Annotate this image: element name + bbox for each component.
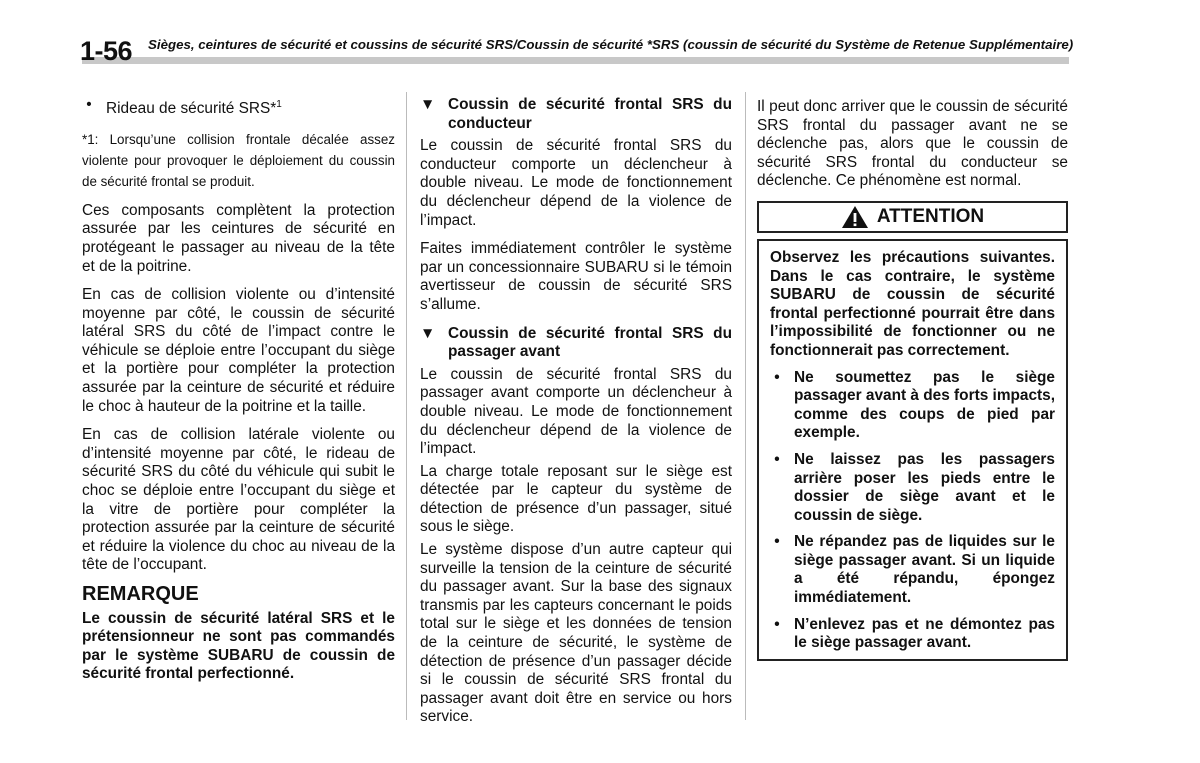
warning-intro: Observez les précautions suivantes. Dans le cas contraire, le système SUBARU de coussin de sécurité frontal perfectionné pourrait être dans l’impossibilité de fonctionner ou ne fonctionnerait pas correctement. xyxy=(770,248,1055,359)
section-heading xyxy=(420,325,732,362)
paragraph: Le coussin de sécurité frontal SRS du conducteur comporte un déclencheur à double niveau. Le mode de fonctionnement du déclencheur dépend de la violence de l’impact. xyxy=(420,137,732,229)
warning-bullet: • N’enlevez pas et ne démontez pas le siège passager avant. xyxy=(774,615,1055,652)
column-divider xyxy=(406,92,407,720)
bullet-text: Ne répandez pas de liquides sur le siège passager avant. Si un liquide a été répandu, épongez immédiatement. xyxy=(794,533,1055,607)
warning-bullet: • Ne soumettez pas le siège passager avant à des forts impacts, comme des coups de pied par exemple. xyxy=(774,368,1055,442)
footnote: *1: Lorsqu’une collision frontale décalée assez violente pour provoquer le déploiement du coussin de sécurité frontal se produit. xyxy=(82,131,395,189)
remark-text: Le coussin de sécurité latéral SRS et le prétensionneur ne sont pas commandés par le système SUBARU de coussin de sécurité frontal perfectionné. xyxy=(82,609,395,683)
remark-heading: REMARQUE xyxy=(82,583,199,605)
bullet-text: Ne laissez pas les passagers arrière poser les pieds entre le dossier de siège avant et le coussin de siège. xyxy=(794,450,1055,524)
bullet-text: Rideau de sécurité SRS* xyxy=(106,100,277,118)
column-divider xyxy=(745,92,746,720)
paragraph: Il peut donc arriver que le coussin de sécurité SRS frontal du passager avant ne se déclenche pas, alors que le coussin de sécurité SRS frontal du conducteur se déclenche. Ce phénomène est normal. xyxy=(757,98,1068,190)
paragraph: En cas de collision latérale violente ou d’intensité moyenne par côté, le rideau de sécurité SRS du côté du véhicule qui subit le choc se déploie entre l’occupant du siège et la vitre de portière pour compléter la protection assurée par la ceinture de sécurité et réduire la violence du choc au niveau de la tête de l’occupant. xyxy=(82,426,395,574)
column-3 xyxy=(757,98,1068,661)
warning-bullet: • Ne répandez pas de liquides sur le siège passager avant. Si un liquide a été répandu, épongez immédiatement. xyxy=(774,533,1055,607)
column-2 xyxy=(420,96,732,737)
bullet-item: • Rideau de sécurité SRS*$^1$ xyxy=(86,96,282,118)
section-title: Coussin de sécurité frontal SRS du conducteur xyxy=(448,96,732,132)
header-bar xyxy=(82,57,1069,64)
page-header-title: Sièges, ceintures de sécurité et coussins de sécurité SRS/Coussin de sécurité *SRS (coussin de sécurité du Système de Retenue Supplémentaire) xyxy=(148,37,1074,52)
bullet-text: Ne soumettez pas le siège passager avant à des forts impacts, comme des coups de pied par exemple. xyxy=(794,368,1055,442)
paragraph: En cas de collision violente ou d’intensité moyenne par côté, le coussin de sécurité latéral SRS du côté de l’impact contre le véhicule se déploie entre l’occupant du siège et la portière pour compléter la protection assurée par la ceinture de sécurité et réduire le choc à hauteur de la poitrine et la taille. xyxy=(82,286,395,415)
triangle-down-icon: ▼ xyxy=(420,96,436,113)
bullet-text: N’enlevez pas et ne démontez pas le siège passager avant. xyxy=(794,615,1055,652)
column-1 xyxy=(82,96,395,694)
footnote-ref: 1 xyxy=(276,99,282,110)
triangle-down-icon: ▼ xyxy=(420,324,436,342)
section-title: Coussin de sécurité frontal SRS du passager avant xyxy=(448,324,732,361)
warning-icon xyxy=(841,205,869,229)
attention-label: ATTENTION xyxy=(876,205,985,227)
warning-box xyxy=(757,239,1068,661)
paragraph: Faites immédiatement contrôler le système par un concessionnaire SUBARU si le témoin avertisseur de coussin de sécurité SRS s’allume. xyxy=(420,240,732,313)
page-number: 1-56 xyxy=(80,36,133,66)
paragraph: Le système dispose d’un autre capteur qui surveille la tension de la ceinture de sécurité du passager avant. Sur la base des signaux transmis par les capteurs concernant le poids total sur le siège et les données de tension de la ceinture de sécurité, le système de détection de présence d’un passager décide si le coussin de sécurité SRS frontal du passager avant doit être en service ou hors service. xyxy=(420,541,732,726)
attention-banner xyxy=(757,201,1068,233)
section-heading xyxy=(420,96,732,133)
paragraph: Le coussin de sécurité frontal SRS du passager avant comporte un déclencheur à double niveau. Le mode de fonctionnement du déclencheur dépend de la violence de l’impact. xyxy=(420,365,732,458)
paragraph: Ces composants complètent la protection assurée par les ceintures de sécurité en protégeant le passager au niveau de la tête et de la poitrine. xyxy=(82,201,395,275)
paragraph: La charge totale reposant sur le siège est détectée par le capteur du système de détection de présence d’un passager, situé sous le siège. xyxy=(420,462,732,536)
warning-bullet: • Ne laissez pas les passagers arrière poser les pieds entre le dossier de siège avant et le coussin de siège. xyxy=(774,450,1055,524)
